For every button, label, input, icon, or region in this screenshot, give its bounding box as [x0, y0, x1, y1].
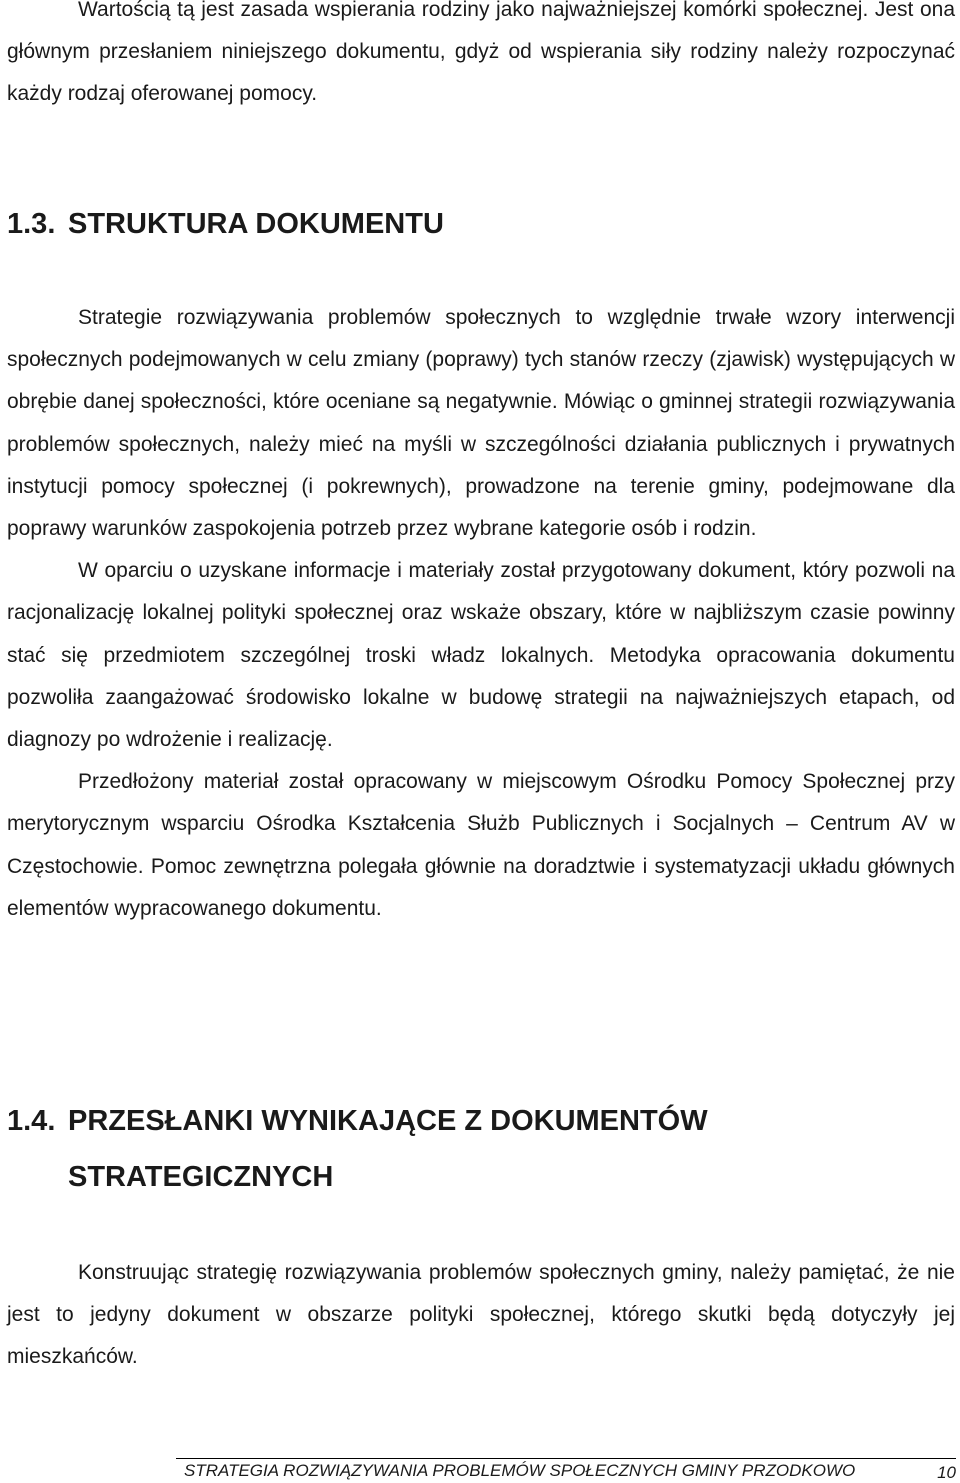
paragraph: W oparciu o uzyskane informacje i materiały został przygotowany dokument, który pozwoli na racjonalizację lokalnej polityki społecznej oraz wskaże obszary, które w najbliższym czasie powinny stać się przedmiotem szczególnej troski władz lokalnych. Metodyka opracowania dokumentu pozwoliła zaangażować środowisko lokalne w budowę strategii na najważniejszych etapach, od diagnozy po wdrożenie i realizację.: [7, 559, 955, 752]
paragraph: Strategie rozwiązywania problemów społecznych to względnie trwałe wzory interwencji społecznych podejmowanych w celu zmiany (poprawy) tych stanów rzeczy (zjawisk) występujących w obrębie danej społeczności, które oceniane są negatywnie. Mówiąc o gminnej strategii rozwiązywania problemów społecznych, należy mieć na myśli w szczególności działania publicznych i prywatnych instytucji pomocy społecznej (i pokrewnych), prowadzone na terenie gminy, podejmowane dla poprawy warunków zaspokojenia potrzeb przez wybrane kategorie osób i rodzin.: [7, 306, 955, 541]
section-heading-1-3: [7, 196, 444, 252]
section-number: 1.4.: [7, 1105, 56, 1137]
intro-paragraph: Wartością tą jest zasada wspierania rodziny jako najważniejszej komórki społecznej. Jest ona głównym przesłaniem niniejszego dokumentu, gdyż od wspierania siły rodziny należy rozpoczynać każdy rodzaj oferowanej pomocy.: [7, 0, 955, 106]
section-title-line2: STRATEGICZNYCH: [68, 1161, 334, 1193]
section-number: 1.3.: [7, 208, 56, 240]
paragraph: Przedłożony materiał został opracowany w miejscowym Ośrodku Pomocy Społecznej przy merytorycznym wsparciu Ośrodka Kształcenia Służb Publicznych i Socjalnych – Centrum AV w Częstochowie. Pomoc zewnętrzna polegała głównie na doradztwie i systematyzacji układu głównych elementów wypracowanego dokumentu.: [7, 770, 955, 920]
section-heading-1-4: [7, 1093, 907, 1205]
intro-section: [7, 0, 955, 116]
paragraph: Konstruując strategię rozwiązywania problemów społecznych gminy, należy pamiętać, że nie jest to jedyny dokument w obszarze polityki społecznej, którego skutki będą dotyczyły jej mieszkańców.: [7, 1261, 955, 1369]
section-title-line1: PRZESŁANKI WYNIKAJĄCE Z DOKUMENTÓW: [68, 1105, 708, 1137]
page-footer: [176, 1458, 956, 1483]
footer-title: STRATEGIA ROZWIĄZYWANIA PROBLEMÓW SPOŁECZNYCH GMINY PRZODKOWO: [184, 1461, 856, 1480]
page-number: 10: [937, 1463, 956, 1482]
section-title: STRUKTURA DOKUMENTU: [68, 208, 444, 240]
section-1-4-body: [7, 1252, 955, 1379]
section-1-3-body: [7, 297, 955, 930]
